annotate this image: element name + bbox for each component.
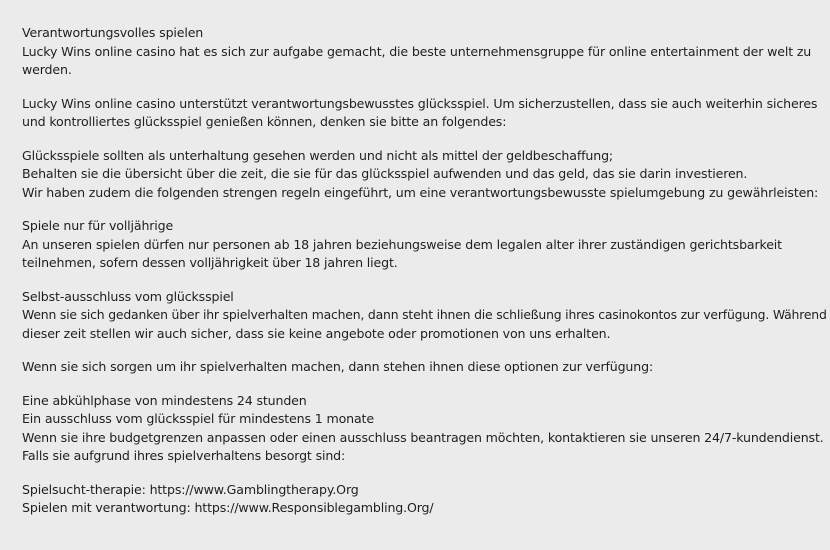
paragraph-line: Wenn sie sich gedanken über ihr spielverhalten machen, dann steht ihnen die schließung ihres casinokontos zur verfügung. Während [22, 307, 827, 322]
resources-paragraph [22, 481, 822, 518]
guidelines-paragraph [22, 147, 822, 203]
paragraph-line: Glücksspiele sollten als unterhaltung gesehen werden und nicht als mittel der geldbeschaffung; [22, 147, 614, 163]
options-paragraph [22, 392, 822, 466]
intro-paragraph [22, 24, 822, 80]
paragraph-line: teilnehmen, sofern dessen volljährigkeit über 18 jahren liegt. [22, 255, 398, 270]
section-heading: Verantwortungsvolles spielen [22, 25, 204, 40]
paragraph-line: Lucky Wins online casino unterstützt verantwortungsbewusstes glücksspiel. Um sicherzustellen, dass sie auch weiterhin sicheres [22, 95, 818, 111]
age-restriction-paragraph [22, 217, 822, 273]
paragraph-line: Lucky Wins online casino hat es sich zur aufgabe gemacht, die beste unternehmensgruppe für online entertainment der welt zu [22, 43, 812, 59]
paragraph-line: Wenn sie sich sorgen um ihr spielverhalten machen, dann stehen ihnen diese optionen zur verfügung: [22, 359, 654, 374]
paragraph-line: Wir haben zudem die folgenden strengen regeln eingeführt, um eine verantwortungsbewusste spielumgebung zu gewährleisten: [22, 184, 819, 200]
paragraph-line: werden. [22, 62, 72, 77]
support-paragraph [22, 95, 822, 132]
self-exclusion-paragraph [22, 288, 827, 344]
paragraph-line: Falls sie aufgrund ihres spielverhaltens besorgt sind: [22, 448, 346, 463]
paragraph-line: dieser zeit stellen wir auch sicher, dass sie keine angebote oder promotionen von uns erhalten. [22, 325, 611, 341]
section-heading: Selbst-ausschluss vom glücksspiel [22, 288, 234, 304]
paragraph-line: Ein ausschluss vom glücksspiel für mindestens 1 monate [22, 411, 374, 426]
paragraph-line: An unseren spielen dürfen nur personen ab 18 jahren beziehungsweise dem legalen alter ihrer zuständigen gerichtsbarkeit [22, 236, 782, 252]
options-intro-paragraph [22, 358, 822, 377]
responsible-gaming-text [22, 24, 827, 533]
section-heading: Spiele nur für volljährige [22, 218, 174, 233]
gambling-therapy-line: Spielsucht-therapie: https://www.Gamblingtherapy.Org [22, 481, 359, 497]
paragraph-line: und kontrolliertes glücksspiel genießen können, denken sie bitte an folgendes: [22, 114, 507, 129]
paragraph-line: Eine abkühlphase von mindestens 24 stunden [22, 392, 307, 408]
responsible-gambling-line: Spielen mit verantwortung: https://www.Responsiblegambling.Org/ [22, 500, 434, 515]
paragraph-line: Behalten sie die übersicht über die zeit, die sie für das glücksspiel aufwenden und das geld, das sie darin investieren. [22, 166, 748, 181]
paragraph-line: Wenn sie ihre budgetgrenzen anpassen oder einen ausschluss beantragen möchten, kontaktieren sie unseren 24/7-kundendienst. [22, 429, 824, 445]
